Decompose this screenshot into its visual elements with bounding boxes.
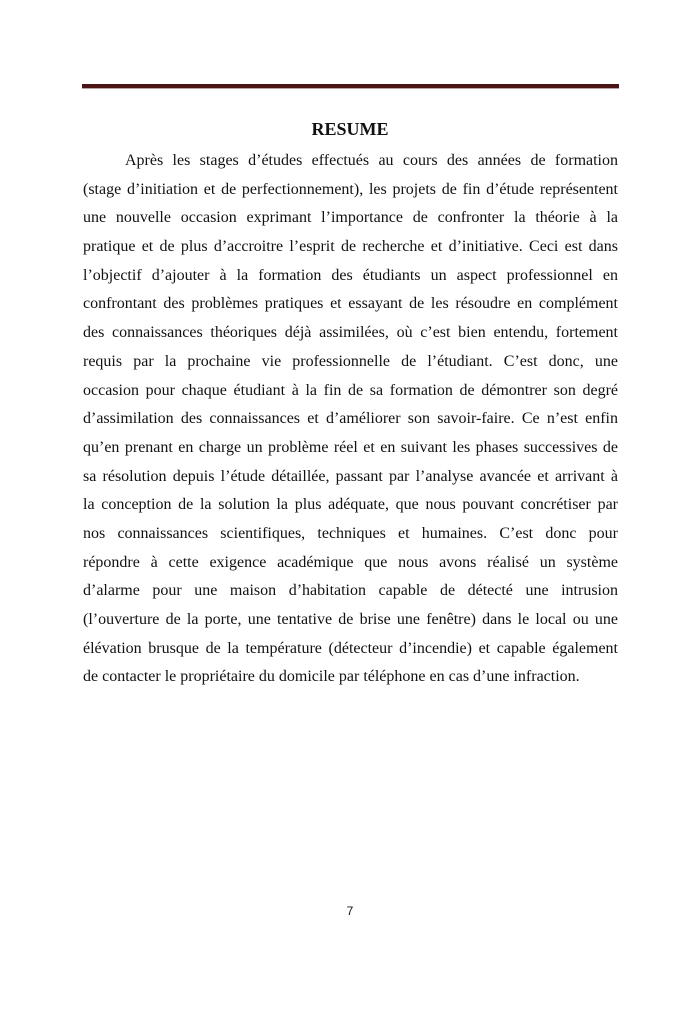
abstract-paragraph [83, 147, 618, 692]
header-rule [82, 84, 619, 89]
text-line: la conception de la solution la plus adéquate, que nous pouvant concrétiser par [83, 496, 618, 514]
text-line: occasion pour chaque étudiant à la fin de sa formation de démontrer son degré [83, 381, 618, 399]
text-line: élévation brusque de la température (détecteur d’incendie) et capable également [83, 639, 618, 657]
text-line: d’assimilation des connaissances et d’améliorer son savoir-faire. Ce n’est enfin [83, 410, 618, 428]
text-line: requis par la prochaine vie professionnelle de l’étudiant. C’est donc, une [83, 352, 618, 370]
text-line: (l’ouverture de la porte, une tentative de brise une fenêtre) dans le local ou une [83, 611, 618, 628]
text-line: confrontant des problèmes pratiques et essayant de les résoudre en complément [83, 295, 618, 313]
text-line: qu’en prenant en charge un problème réel et en suivant les phases successives de [83, 438, 618, 456]
text-line: d’alarme pour une maison d’habitation capable de détecté une intrusion [83, 582, 618, 600]
text-line: de contacter le propriétaire du domicile par téléphone en cas d’une infraction. [83, 668, 580, 686]
text-line: répondre à cette exigence académique que nous avons réalisé un système [83, 553, 618, 571]
text-line: des connaissances théoriques déjà assimilées, où c’est bien entendu, fortement [83, 324, 618, 342]
text-line: l’objectif d’ajouter à la formation des étudiants un aspect professionnel en [83, 266, 618, 284]
page-number: 7 [346, 904, 354, 918]
text-line: Après les stages d’études effectués au cours des années de formation [125, 152, 618, 169]
text-line: une nouvelle occasion exprimant l’importance de confronter la théorie à la [83, 209, 618, 227]
text-line: (stage d’initiation et de perfectionnement), les projets de fin d’étude représentent [83, 180, 618, 198]
text-line: nos connaissances scientifiques, techniques et humaines. C’est donc pour [83, 524, 618, 542]
text-line: pratique et de plus d’accroitre l’esprit de recherche et d’initiative. Ceci est dans [83, 238, 618, 256]
text-line: sa résolution depuis l’étude détaillée, passant par l’analyse avancée et arrivant à [83, 467, 618, 485]
page-title: RESUME [311, 119, 389, 139]
